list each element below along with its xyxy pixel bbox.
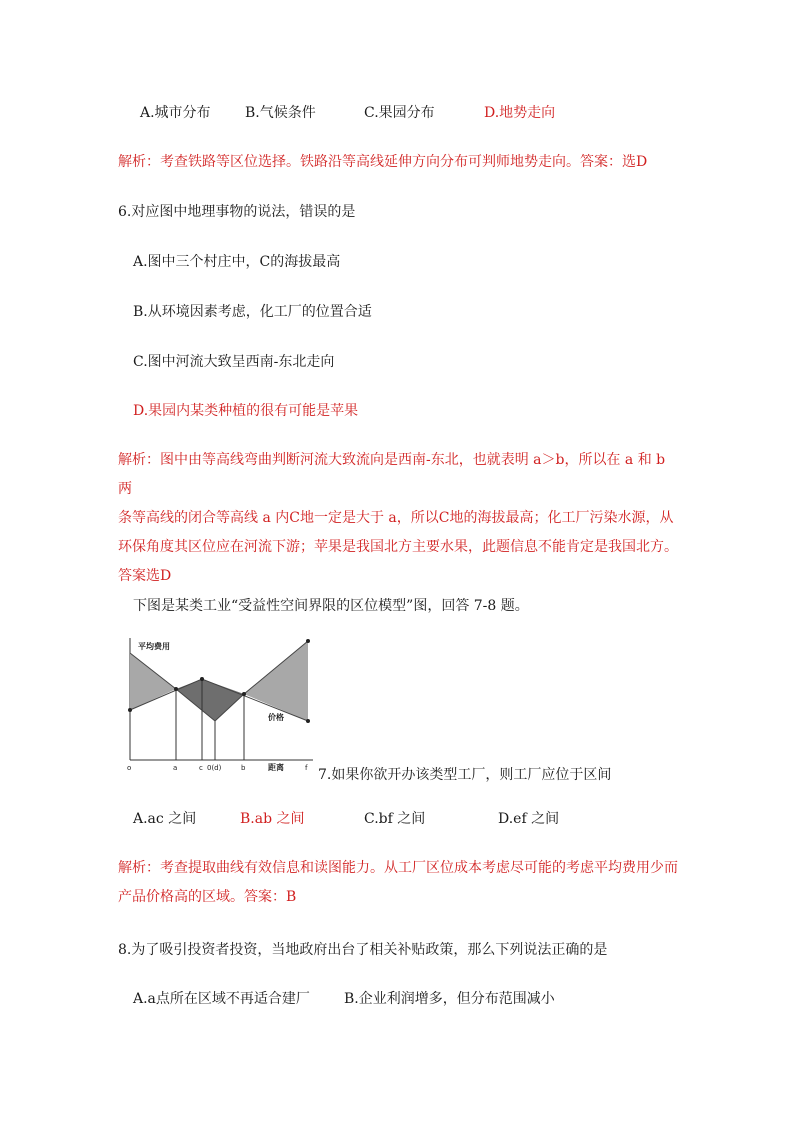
q6-analysis-line-2: 条等高线的闭合等高线 a 内C地一定是大于 a，所以C地的海拔最高；化工厂污染水源，从 xyxy=(118,510,674,526)
q6-option-b: B.从环境因素考虑，化工厂的位置合适 xyxy=(133,304,372,320)
q6-option-a: A.图中三个村庄中，C的海拔最高 xyxy=(133,254,341,270)
q6-stem: 6.对应图中地理事物的说法，错误的是 xyxy=(118,204,356,220)
tick-label-f: f xyxy=(305,764,308,772)
q5-option-a: A.城市分布 xyxy=(140,105,211,121)
tick-label-c: c xyxy=(199,764,203,772)
q7-analysis-line-2: 产品价格高的区域。答案：B xyxy=(118,889,297,905)
location-model-chart xyxy=(118,636,318,776)
q5-option-d-answer: D.地势走向 xyxy=(484,105,556,121)
q7-analysis xyxy=(118,854,678,912)
tick-label-d: 0(d) xyxy=(207,764,222,772)
q6-option-d-answer: D.果园内某类种植的很有可能是苹果 xyxy=(133,403,359,419)
q7-analysis-line-1: 解析：考查提取曲线有效信息和读图能力。从工厂区位成本考虑尽可能的考虑平均费用少而 xyxy=(118,860,678,876)
point-o-price xyxy=(128,708,132,712)
q7-stem: 7.如果你欲开办该类型工厂，则工厂应位于区间 xyxy=(318,767,612,783)
q8-option-b: B.企业利润增多，但分布范围减小 xyxy=(344,991,555,1007)
q5-analysis: 解析：考查铁路等区位选择。铁路沿等高线延伸方向分布可判师地势走向。答案：选D xyxy=(118,154,648,170)
x-axis-label: 距离 xyxy=(268,763,284,772)
q5-option-b: B.气候条件 xyxy=(245,105,316,121)
point-c xyxy=(200,677,204,681)
chart-intro: 下图是某类工业“受益性空间界限的区位模型”图，回答 7-8 题。 xyxy=(133,598,529,614)
right-cost-area xyxy=(244,641,308,721)
tick-label-o: o xyxy=(127,764,132,772)
q6-analysis-line-3: 环保角度其区位应在河流下游；苹果是我国北方主要水果，此题信息不能肯定是我国北方。 xyxy=(118,539,678,555)
q8-option-a: A.a点所在区域不再适合建厂 xyxy=(133,991,310,1007)
left-cost-area xyxy=(130,653,176,710)
q7-option-b-answer: B.ab 之间 xyxy=(240,811,305,827)
tick-label-a: a xyxy=(173,764,178,772)
q6-analysis xyxy=(118,446,678,591)
q6-analysis-line-1: 解析：图中由等高线弯曲判断河流大致流向是西南-东北，也就表明 a＞b，所以在 a 和 b 两 xyxy=(118,452,666,497)
q6-analysis-line-4: 答案选D xyxy=(118,568,172,584)
q8-stem: 8.为了吸引投资者投资，当地政府出台了相关补贴政策，那么下列说法正确的是 xyxy=(118,942,608,958)
point-f-price xyxy=(306,719,310,723)
q7-option-c: C.bf 之间 xyxy=(364,811,426,827)
tick-label-b: b xyxy=(241,764,246,772)
point-f-cost xyxy=(306,639,310,643)
q7-option-a: A.ac 之间 xyxy=(133,811,197,827)
q5-option-c: C.果园分布 xyxy=(364,105,435,121)
legend-price: 价格 xyxy=(268,713,284,722)
q6-option-c: C.图中河流大致呈西南-东北走向 xyxy=(133,354,335,370)
point-b xyxy=(242,692,246,696)
legend-average-cost: 平均费用 xyxy=(138,642,170,651)
point-a xyxy=(174,687,178,691)
q7-option-d: D.ef 之间 xyxy=(498,811,560,827)
